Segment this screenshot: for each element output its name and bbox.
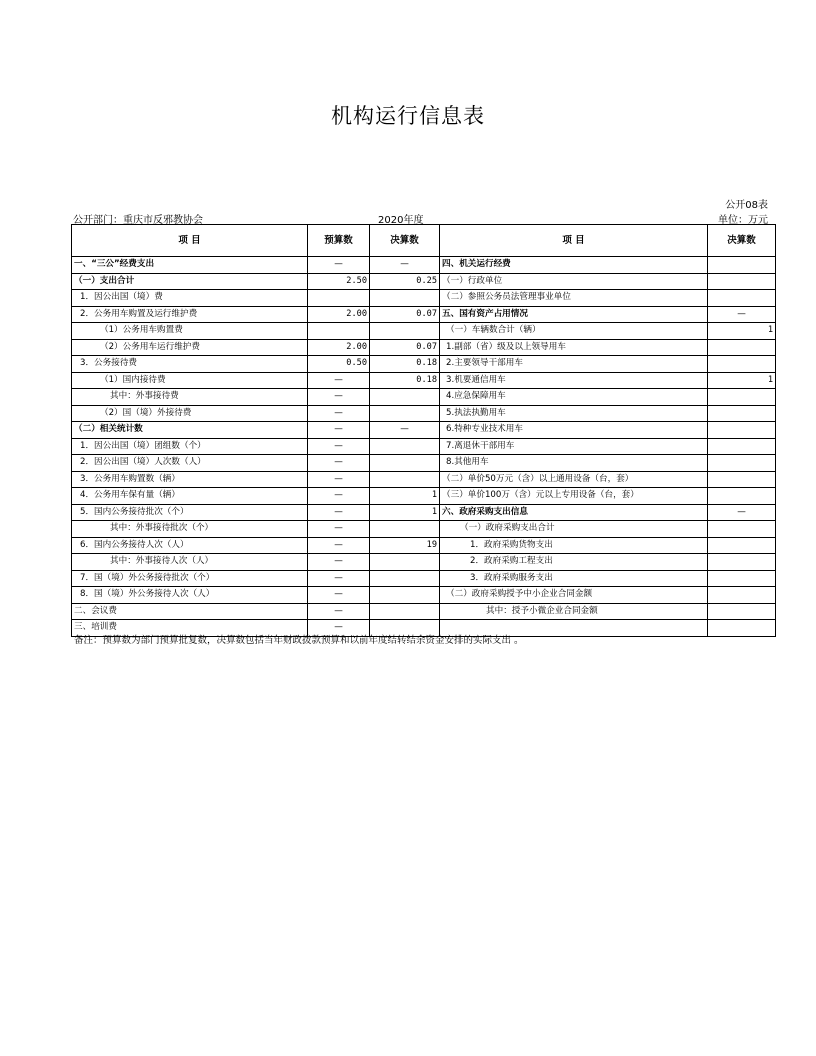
left-final-value xyxy=(370,471,440,488)
table-row xyxy=(72,488,776,505)
left-budget-value: — xyxy=(308,587,370,604)
right-final-value xyxy=(708,257,776,274)
right-final-value: — xyxy=(708,504,776,521)
right-item-label: 1．政府采购货物支出 xyxy=(440,537,708,554)
right-item-label: （一）政府采购支出合计 xyxy=(440,521,708,538)
right-final-value xyxy=(708,455,776,472)
table-row xyxy=(72,471,776,488)
right-item-label: （一）行政单位 xyxy=(440,273,708,290)
table-row xyxy=(72,389,776,406)
table-row xyxy=(72,587,776,604)
left-final-value xyxy=(370,389,440,406)
left-item-label: （1）国内接待费 xyxy=(72,372,308,389)
right-final-value: — xyxy=(708,306,776,323)
left-budget-value: — xyxy=(308,521,370,538)
right-item-label: （一）车辆数合计（辆） xyxy=(440,323,708,340)
right-item-label: （二）单价50万元（含）以上通用设备（台，套） xyxy=(440,471,708,488)
header-final: 决算数 xyxy=(370,225,440,257)
left-item-label: （2）国（境）外接待费 xyxy=(72,405,308,422)
left-item-label: 2．因公出国（境）人次数（人） xyxy=(72,455,308,472)
left-budget-value: — xyxy=(308,620,370,637)
table-row xyxy=(72,339,776,356)
right-final-value xyxy=(708,488,776,505)
left-budget-value xyxy=(308,323,370,340)
right-item-label: 其中：授予小微企业合同金额 xyxy=(440,603,708,620)
unit-label: 单位：万元 xyxy=(718,215,768,226)
left-budget-value: — xyxy=(308,554,370,571)
table-row xyxy=(72,372,776,389)
right-item-label: 4.应急保障用车 xyxy=(440,389,708,406)
right-final-value xyxy=(708,603,776,620)
left-item-label: 三、培训费 xyxy=(72,620,308,637)
table-row xyxy=(72,438,776,455)
table-row xyxy=(72,455,776,472)
right-item-label: 3．政府采购服务支出 xyxy=(440,570,708,587)
right-item-label: 六、政府采购支出信息 xyxy=(440,504,708,521)
table-header-row xyxy=(72,225,776,257)
page-title: 机构运行信息表 xyxy=(331,104,485,128)
left-budget-value: — xyxy=(308,372,370,389)
left-final-value xyxy=(370,290,440,307)
left-budget-value: — xyxy=(308,422,370,439)
right-item-label: （二）政府采购授予中小企业合同金额 xyxy=(440,587,708,604)
left-budget-value: — xyxy=(308,389,370,406)
operation-info-table xyxy=(71,224,776,637)
header-item-right: 项 目 xyxy=(440,225,708,257)
left-final-value: 1 xyxy=(370,488,440,505)
table-row xyxy=(72,273,776,290)
right-final-value xyxy=(708,587,776,604)
left-final-value xyxy=(370,405,440,422)
year-label: 2020年度 xyxy=(378,215,424,226)
left-budget-value: — xyxy=(308,405,370,422)
table-row xyxy=(72,603,776,620)
department-label: 公开部门：重庆市反邪教协会 xyxy=(73,215,203,226)
left-item-label: 8．国（境）外公务接待人次（人） xyxy=(72,587,308,604)
left-item-label: 其中：外事接待批次（个） xyxy=(72,521,308,538)
left-final-value xyxy=(370,554,440,571)
left-item-label: 4．公务用车保有量（辆） xyxy=(72,488,308,505)
left-item-label: 1．因公出国（境）费 xyxy=(72,290,308,307)
left-item-label: 5．国内公务接待批次（个） xyxy=(72,504,308,521)
right-item-label: 2.主要领导干部用车 xyxy=(440,356,708,373)
right-final-value xyxy=(708,273,776,290)
left-budget-value: — xyxy=(308,455,370,472)
left-budget-value: — xyxy=(308,537,370,554)
left-item-label: （1）公务用车购置费 xyxy=(72,323,308,340)
left-budget-value: 2.00 xyxy=(308,306,370,323)
left-budget-value xyxy=(308,290,370,307)
left-budget-value: 2.50 xyxy=(308,273,370,290)
left-budget-value: — xyxy=(308,257,370,274)
left-final-value xyxy=(370,570,440,587)
right-final-value xyxy=(708,521,776,538)
table-row xyxy=(72,504,776,521)
left-item-label: 其中：外事接待人次（人） xyxy=(72,554,308,571)
header-final-right: 决算数 xyxy=(708,225,776,257)
right-final-value xyxy=(708,620,776,637)
left-final-value: 0.18 xyxy=(370,356,440,373)
left-item-label: （二）相关统计数 xyxy=(72,422,308,439)
right-item-label: 7.离退休干部用车 xyxy=(440,438,708,455)
header-item: 项 目 xyxy=(72,225,308,257)
table-row xyxy=(72,323,776,340)
left-budget-value: — xyxy=(308,438,370,455)
table-row xyxy=(72,356,776,373)
right-item-label: 四、机关运行经费 xyxy=(440,257,708,274)
left-final-value xyxy=(370,521,440,538)
left-final-value xyxy=(370,587,440,604)
left-final-value xyxy=(370,455,440,472)
table-row xyxy=(72,537,776,554)
left-item-label: 2．公务用车购置及运行维护费 xyxy=(72,306,308,323)
right-item-label: 5.执法执勤用车 xyxy=(440,405,708,422)
left-budget-value: 2.00 xyxy=(308,339,370,356)
left-final-value xyxy=(370,323,440,340)
table-row xyxy=(72,554,776,571)
table-row xyxy=(72,521,776,538)
right-final-value xyxy=(708,339,776,356)
table-row xyxy=(72,257,776,274)
left-final-value: 1 xyxy=(370,504,440,521)
left-budget-value: 0.50 xyxy=(308,356,370,373)
left-final-value: 0.25 xyxy=(370,273,440,290)
table-row xyxy=(72,290,776,307)
right-item-label: 五、国有资产占用情况 xyxy=(440,306,708,323)
right-item-label: （二）参照公务员法管理事业单位 xyxy=(440,290,708,307)
left-item-label: 6．国内公务接待人次（人） xyxy=(72,537,308,554)
left-item-label: 二、会议费 xyxy=(72,603,308,620)
right-item-label: 6.特种专业技术用车 xyxy=(440,422,708,439)
right-item-label: 2．政府采购工程支出 xyxy=(440,554,708,571)
left-item-label: （2）公务用车运行维护费 xyxy=(72,339,308,356)
right-final-value xyxy=(708,422,776,439)
left-budget-value: — xyxy=(308,504,370,521)
right-final-value xyxy=(708,290,776,307)
right-item-label: 3.机要通信用车 xyxy=(440,372,708,389)
left-budget-value: — xyxy=(308,603,370,620)
left-final-value: 0.07 xyxy=(370,306,440,323)
right-final-value xyxy=(708,405,776,422)
left-final-value xyxy=(370,438,440,455)
left-final-value xyxy=(370,603,440,620)
left-item-label: 3．公务接待费 xyxy=(72,356,308,373)
left-final-value: 0.18 xyxy=(370,372,440,389)
right-final-value xyxy=(708,438,776,455)
left-item-label: 一、“三公”经费支出 xyxy=(72,257,308,274)
left-final-value: — xyxy=(370,422,440,439)
left-final-value: — xyxy=(370,257,440,274)
right-final-value xyxy=(708,471,776,488)
left-item-label: 1．因公出国（境）团组数（个） xyxy=(72,438,308,455)
left-final-value: 0.07 xyxy=(370,339,440,356)
left-final-value: 19 xyxy=(370,537,440,554)
table-row xyxy=(72,306,776,323)
right-final-value xyxy=(708,570,776,587)
header-budget: 预算数 xyxy=(308,225,370,257)
left-budget-value: — xyxy=(308,488,370,505)
right-item-label: （三）单价100万（含）元以上专用设备（台，套） xyxy=(440,488,708,505)
right-final-value: 1 xyxy=(708,323,776,340)
left-item-label: （一）支出合计 xyxy=(72,273,308,290)
left-item-label: 3．公务用车购置数（辆） xyxy=(72,471,308,488)
table-row xyxy=(72,405,776,422)
right-final-value xyxy=(708,356,776,373)
footnote: 备注：预算数为部门预算批复数，决算数包括当年财政拨款预算和以前年度结转结余资金安排的实际支出 。 xyxy=(74,635,524,646)
right-item-label: 8.其他用车 xyxy=(440,455,708,472)
table-row xyxy=(72,570,776,587)
table-row xyxy=(72,422,776,439)
right-final-value xyxy=(708,537,776,554)
right-final-value: 1 xyxy=(708,372,776,389)
right-final-value xyxy=(708,389,776,406)
right-item-label: 1.副部（省）级及以上领导用车 xyxy=(440,339,708,356)
left-budget-value: — xyxy=(308,471,370,488)
form-number: 公开08表 xyxy=(725,200,768,211)
left-item-label: 7．国（境）外公务接待批次（个） xyxy=(72,570,308,587)
left-budget-value: — xyxy=(308,570,370,587)
left-item-label: 其中：外事接待费 xyxy=(72,389,308,406)
right-final-value xyxy=(708,554,776,571)
